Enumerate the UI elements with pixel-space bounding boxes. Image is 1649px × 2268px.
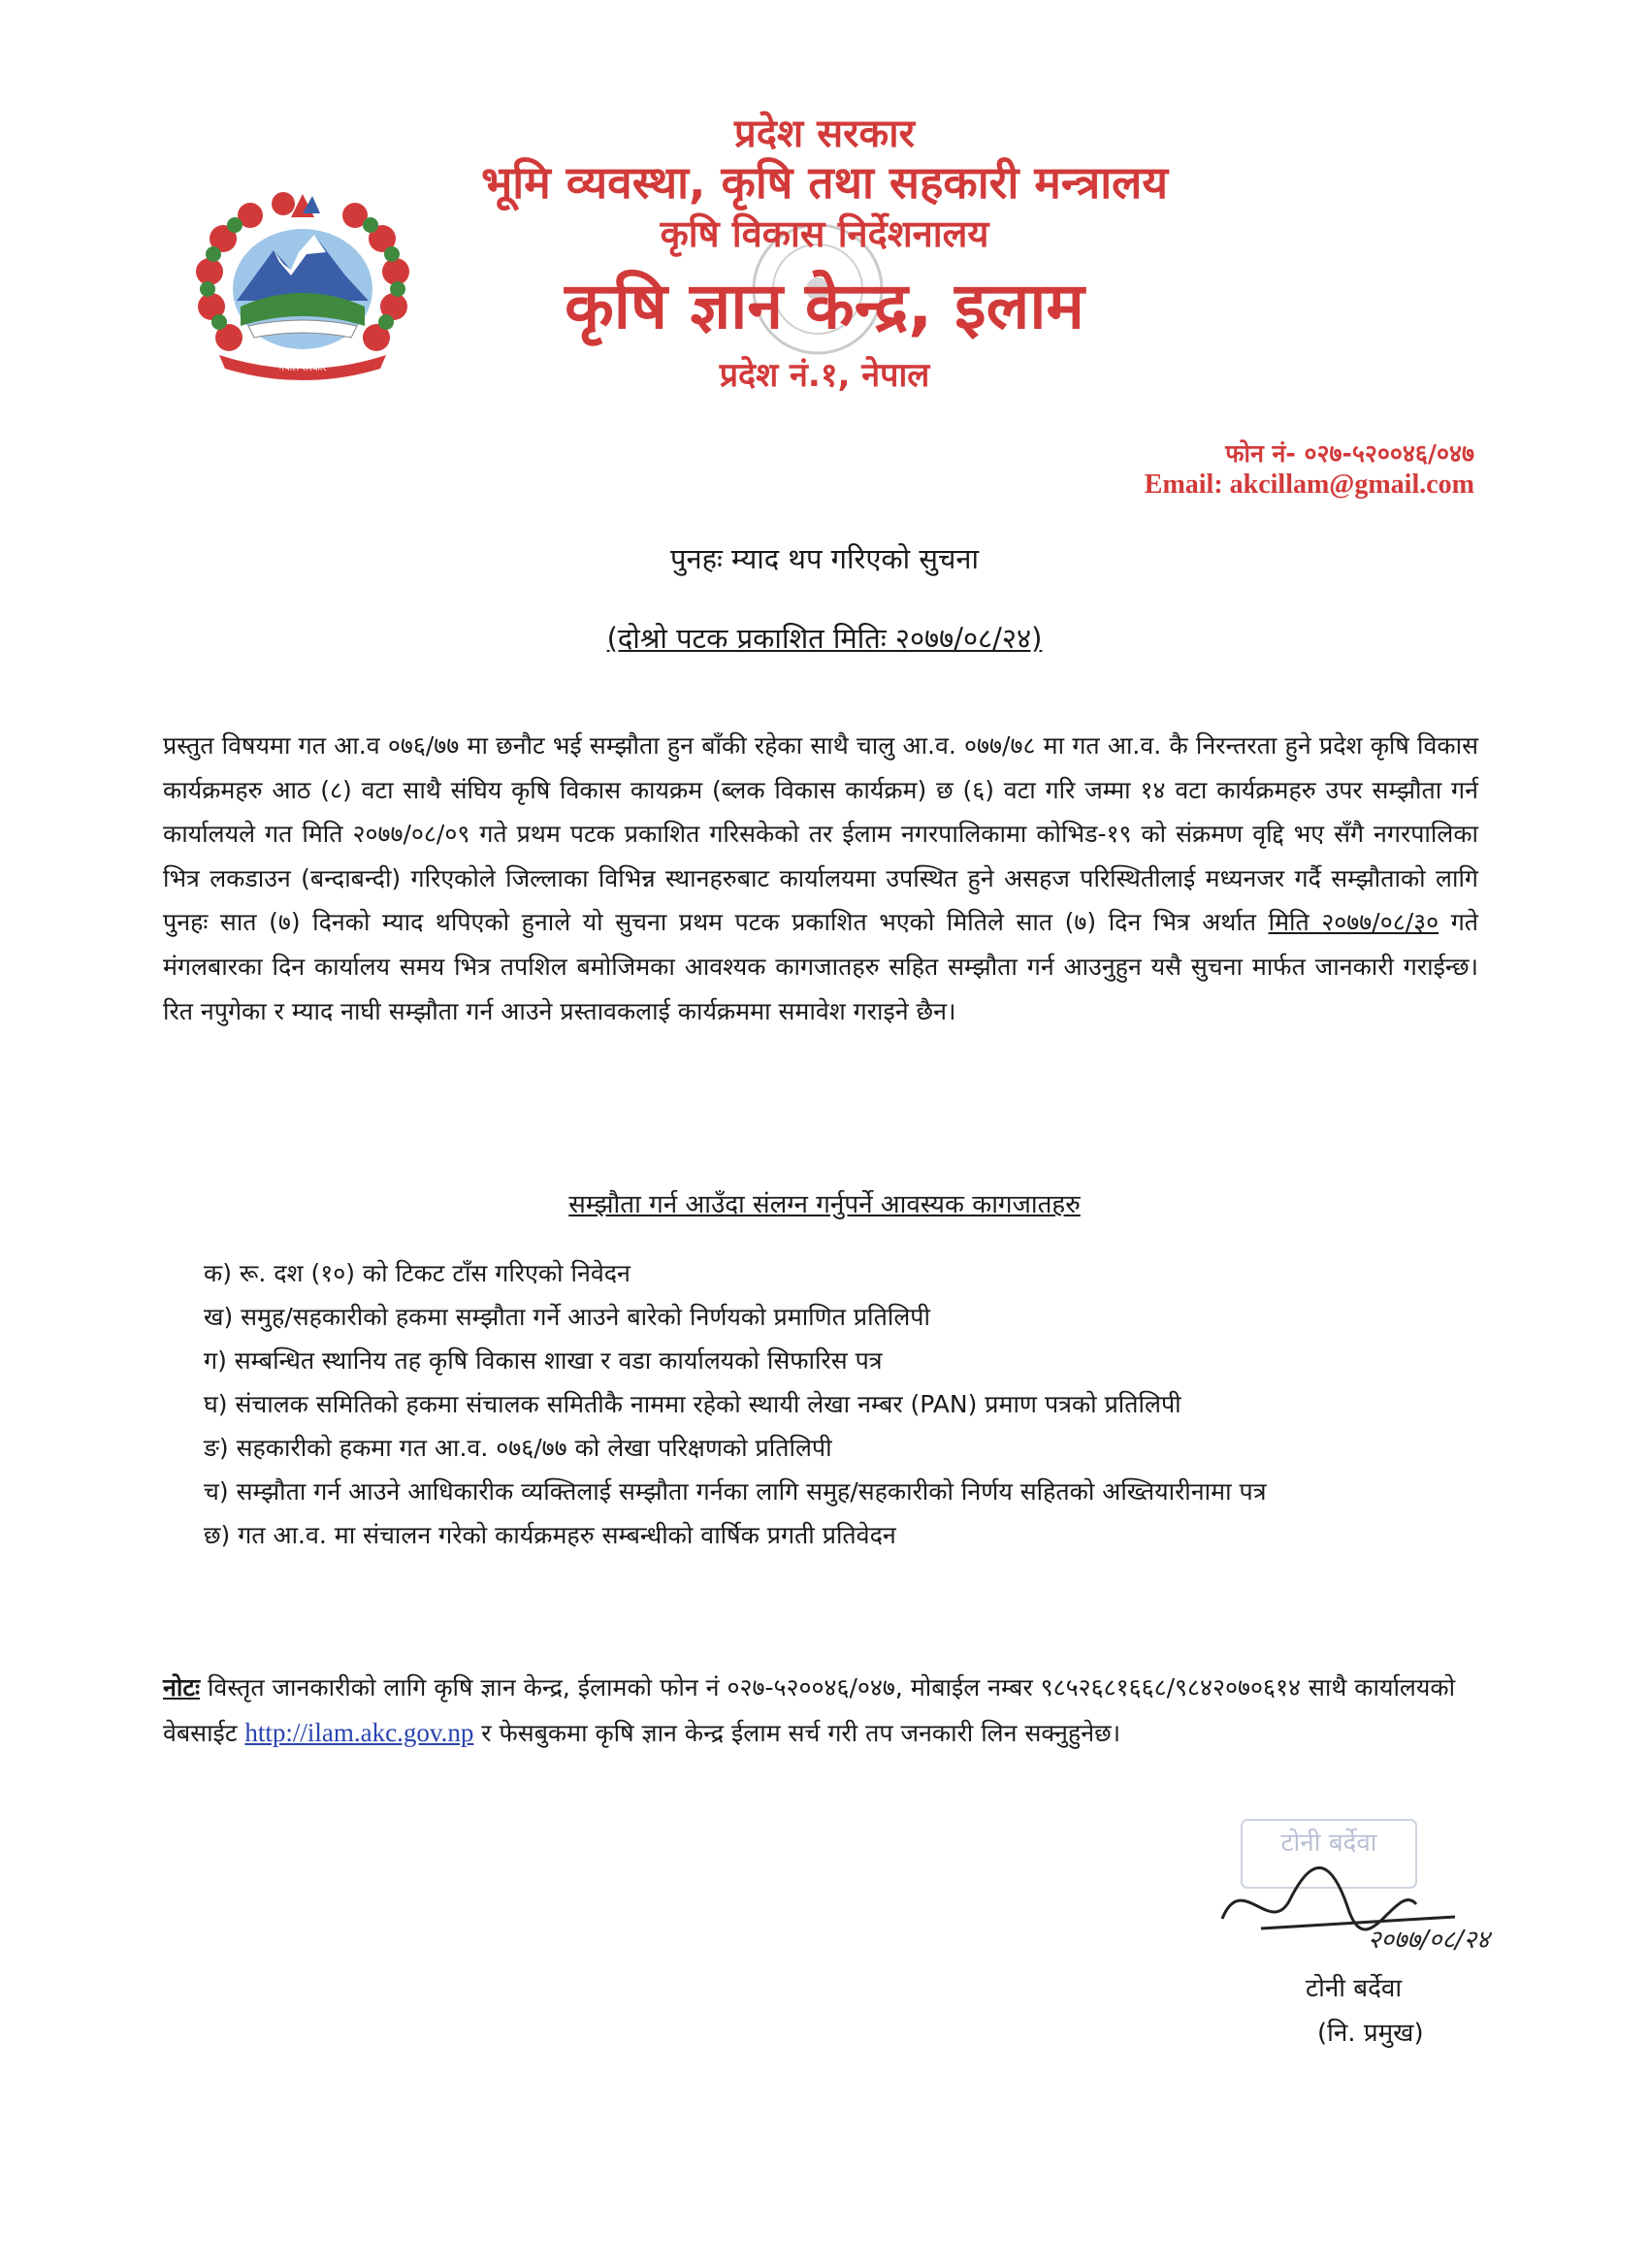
emblem-text: नेपाल सरकार bbox=[278, 363, 327, 373]
list-item: घ) संचालक समितिको हकमा संचालक समितीकै नाममा रहेको स्थायी लेखा नम्बर (PAN) प्रमाण पत्रको प्रतिलिपी bbox=[204, 1390, 1181, 1418]
website-link[interactable]: http://ilam.akc.gov.np bbox=[244, 1718, 474, 1747]
letterhead-directorate: कृषि विकास निर्देशनालय bbox=[660, 212, 989, 255]
notice-title: पुनहः म्याद थप गरिएको सुचना bbox=[670, 542, 979, 575]
note-text-part2: र फेसबुकमा कृषि ज्ञान केन्द्र ईलाम सर्च गरी तप जनकारी लिन सक्नुहुनेछ। bbox=[473, 1719, 1121, 1747]
signature-date: २०७७/०८/२४ bbox=[1368, 1926, 1490, 1955]
contact-phone: फोन नं- ०२७-५२००४६/०४७ bbox=[1225, 439, 1474, 468]
note-paragraph bbox=[163, 1665, 1478, 1756]
signatory-title: (नि. प्रमुख) bbox=[1317, 2019, 1424, 2048]
signature-stamp-name: टोनी बर्देवा bbox=[1280, 1829, 1377, 1858]
letterhead-line-1: प्रदेश सरकार bbox=[734, 112, 915, 156]
signatory-name: टोनी बर्देवा bbox=[1306, 1974, 1403, 2003]
body-text-part1: प्रस्तुत विषयमा गत आ.व ०७६/७७ मा छनौट भई सम्झौता हुन बाँकी रहेका साथै चालु आ.व. ०७७/७८ मा गत आ.व. कै निरन्तरता हुने प्रदेश कृषि विकास कार्यक्रमहरु आठ (८) वटा साथै संघिय कृषि विकास कायक्रम (ब्लक विकास कार्यक्रम) छ (६) वटा गरि जम्मा १४ वटा कार्यक्रमहरु उपर सम्झौता गर्न कार्यालयले गत मिति २०७७/०८/०९ गते प्रथम पटक प्रकाशित गरिसकेको तर ईलाम नगरपालिकामा कोभिड-१९ को संक्रमण वृद्दि भए सँगै नगरपालिका भित्र लकडाउन (बन्दाबन्दी) गरिएकोले जिल्लाका विभिन्न स्थानहरुबाट कार्यालयमा उपस्थित हुने असहज परिस्थितीलाई मध्यनजर गर्दै सम्झौताको लागि पुनहः सात (७) दिनको म्याद थपिएको हुनाले यो सुचना प्रथम पटक प्रकाशित भएको मितिले सात (७) दिन भित्र अर्थात bbox=[163, 731, 1478, 937]
list-item: छ) गत आ.व. मा संचालन गरेको कार्यक्रमहरु सम्बन्धीको वार्षिक प्रगती प्रतिवेदन bbox=[204, 1521, 896, 1549]
list-item: च) सम्झौता गर्न आउने आधिकारीक व्यक्तिलाई सम्झौता गर्नका लागि समुह/सहकारीको निर्णय सहितको अख्तियारीनामा पत्र bbox=[204, 1477, 1267, 1506]
deadline-date: मिति २०७७/०८/३० bbox=[1268, 908, 1439, 937]
requirements-title: सम्झौता गर्न आउँदा संलग्न गर्नुपर्ने आवस्यक कागजातहरु bbox=[568, 1190, 1081, 1219]
list-item: ख) समुह/सहकारीको हकमा सम्झौता गर्ने आउने बारेको निर्णयको प्रमाणित प्रतिलिपी bbox=[204, 1303, 930, 1331]
letterhead-ministry: भूमि व्यवस्था, कृषि तथा सहकारी मन्त्रालय bbox=[480, 156, 1169, 209]
published-date: (दोश्रो पटक प्रकाशित मितिः २०७७/०८/२४) bbox=[606, 622, 1043, 655]
handwritten-signature bbox=[1222, 1868, 1455, 1930]
notice-body bbox=[163, 724, 1478, 1033]
body-text-part2: गते मंगलबारका दिन कार्यालय समय भित्र तपशिल बमोजिमका आवश्यक कागजातहरु सहित सम्झौता गर्न आउनुहुन यसै सुचना मार्फत जानकारी गराईन्छ। रित नपुगेका र म्याद नाघी सम्झौता गर्न आउने प्रस्तावकलाई कार्यक्रममा समावेश गराइने छैन। bbox=[163, 908, 1479, 1025]
list-item: ग) सम्बन्धित स्थानिय तह कृषि विकास शाखा र वडा कार्यालयको सिफारिस पत्र bbox=[204, 1346, 883, 1375]
letterhead-address: प्रदेश नं.१, नेपाल bbox=[719, 356, 930, 395]
requirements-list bbox=[204, 1251, 1476, 1557]
note-text-part1: विस्तृत जानकारीको लागि कृषि ज्ञान केन्द्र, ईलामको फोन नं ०२७-५२००४६/०४७, मोबाईल नम्बर ९८५२६८१६६८/९८४२०७०६१४ साथै कार्यालयको वेबसाईट bbox=[163, 1673, 1456, 1747]
signature-stamp bbox=[1203, 1812, 1494, 1958]
list-item: क) रू. दश (१०) को टिकट टाँस गरिएको निवेदन bbox=[204, 1259, 630, 1287]
list-item: ङ) सहकारीको हकमा गत आ.व. ०७६/७७ को लेखा परिक्षणको प्रतिलिपी bbox=[204, 1434, 832, 1462]
letterhead-office-name: कृषि ज्ञान केन्द्र, इलाम bbox=[565, 269, 1084, 343]
note-label: नोटः bbox=[163, 1673, 201, 1701]
contact-email: Email: akcillam@gmail.com bbox=[1144, 470, 1474, 500]
